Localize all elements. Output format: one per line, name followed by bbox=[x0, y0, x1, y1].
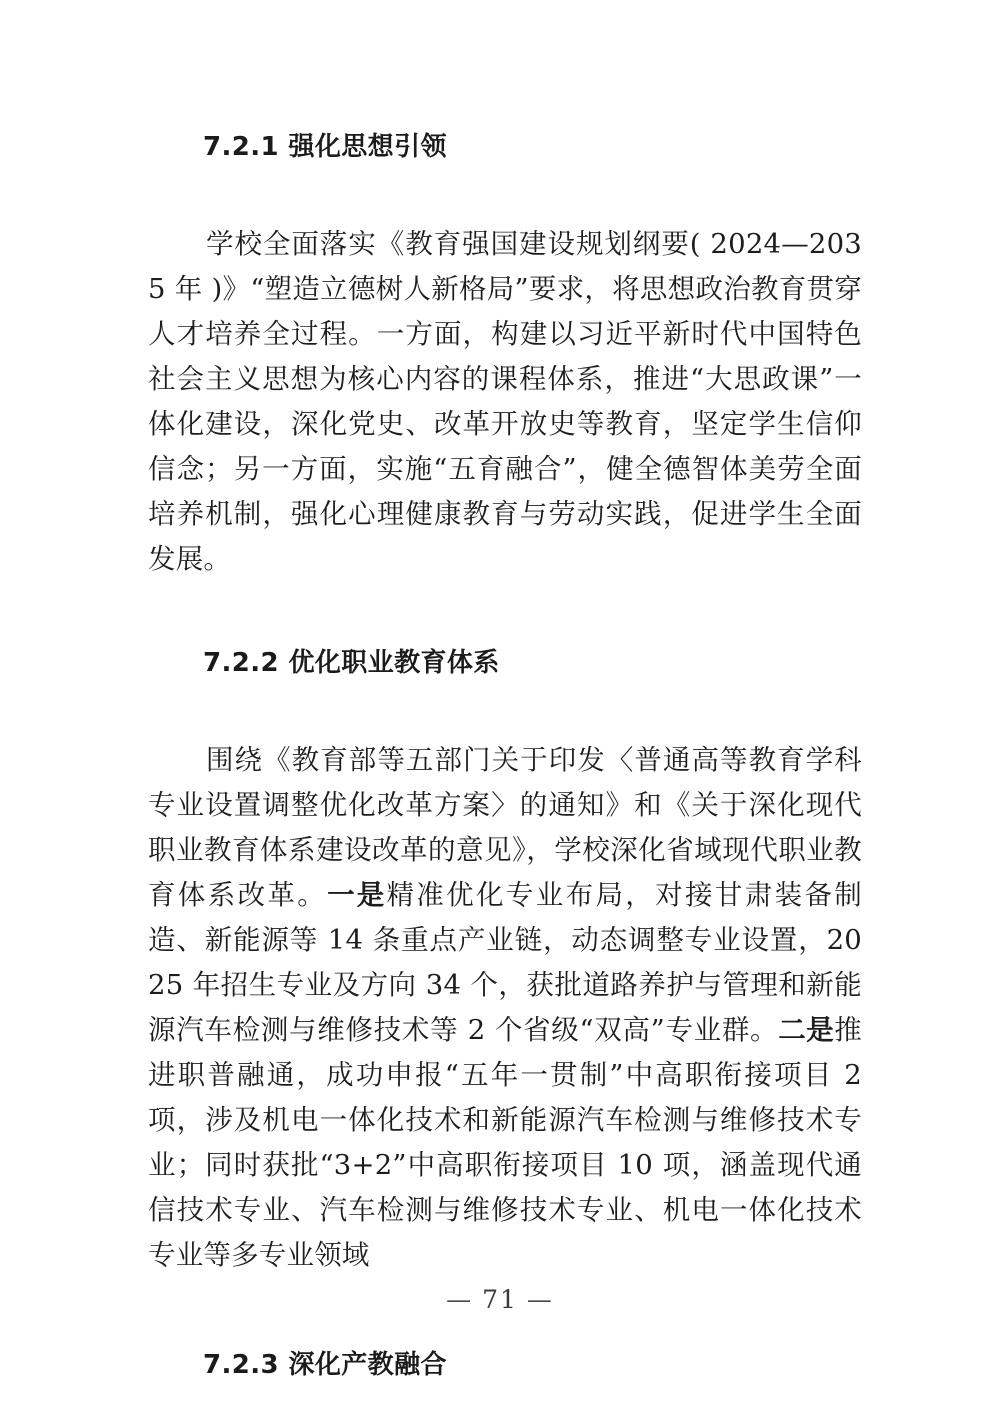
section-heading-7-2-2: 7.2.2 优化职业教育体系 bbox=[203, 648, 500, 678]
top-spacer bbox=[148, 0, 862, 125]
page-number: 71 bbox=[482, 1285, 518, 1314]
paragraph-text: 学校全面落实《教育强国建设规划纲要( 2024—2035 年 )》“塑造立德树人新格局”要求，将思想政治教育贯穿人才培养全过程。一方面，构建以习近平新时代中国特色社会主义思想为核心内容的课程体系，推进“大思政课”一体化建设，深化党史、改革开放史等教育，坚定学生信仰信念；另一方面，实施“五育融合”，健全德智体美劳全面培养机制，强化心理健康教育与劳动实践，促进学生全面发展。 bbox=[148, 227, 862, 575]
paragraph-segment-bold-first: 一是 bbox=[327, 878, 387, 911]
footer-dash-left: — bbox=[446, 1285, 474, 1314]
page-footer bbox=[0, 1285, 1000, 1314]
paragraph-7-2-1 bbox=[148, 222, 862, 582]
paragraph-segment: 推进职普融通，成功申报“五年一贯制”中高职衔接项目 2 项，涉及机电一体化技术和新能源汽车检测与维修技术专业；同时获批“3+2”中高职衔接项目 10 项，涵盖现代通信技术专业、汽车检测与维修技术专业、机电一体化技术专业等多专业领域 bbox=[148, 1013, 862, 1271]
paragraph-segment-bold-second: 二是 bbox=[778, 1013, 835, 1046]
paragraph-7-2-2 bbox=[148, 738, 862, 1278]
paragraph-segment: 精准优化专业布局，对接甘肃装备制造、新能源等 14 条重点产业链，动态调整专业设置，2025 年招生专业及方向 34 个，获批道路养护与管理和新能源汽车检测与维修技术等 2 个省级“双高”专业群。 bbox=[148, 878, 862, 1046]
paragraph-segment: 围绕《教育部等五部门关于印发〈普通高等教育学科专业设置调整优化改革方案〉的通知》和《关于深化现代职业教育体系建设改革的意见》，学校深化省域现代职业教育体系改革。 bbox=[148, 743, 862, 911]
section-heading-7-2-3: 7.2.3 深化产教融合 bbox=[203, 1350, 447, 1380]
page-content bbox=[148, 0, 862, 1388]
heading-gap bbox=[148, 686, 862, 710]
footer-dash-right: — bbox=[526, 1285, 554, 1314]
paragraph-gap bbox=[148, 609, 862, 641]
section-heading-7-2-1: 7.2.1 强化思想引领 bbox=[203, 132, 447, 162]
heading-gap bbox=[148, 170, 862, 194]
